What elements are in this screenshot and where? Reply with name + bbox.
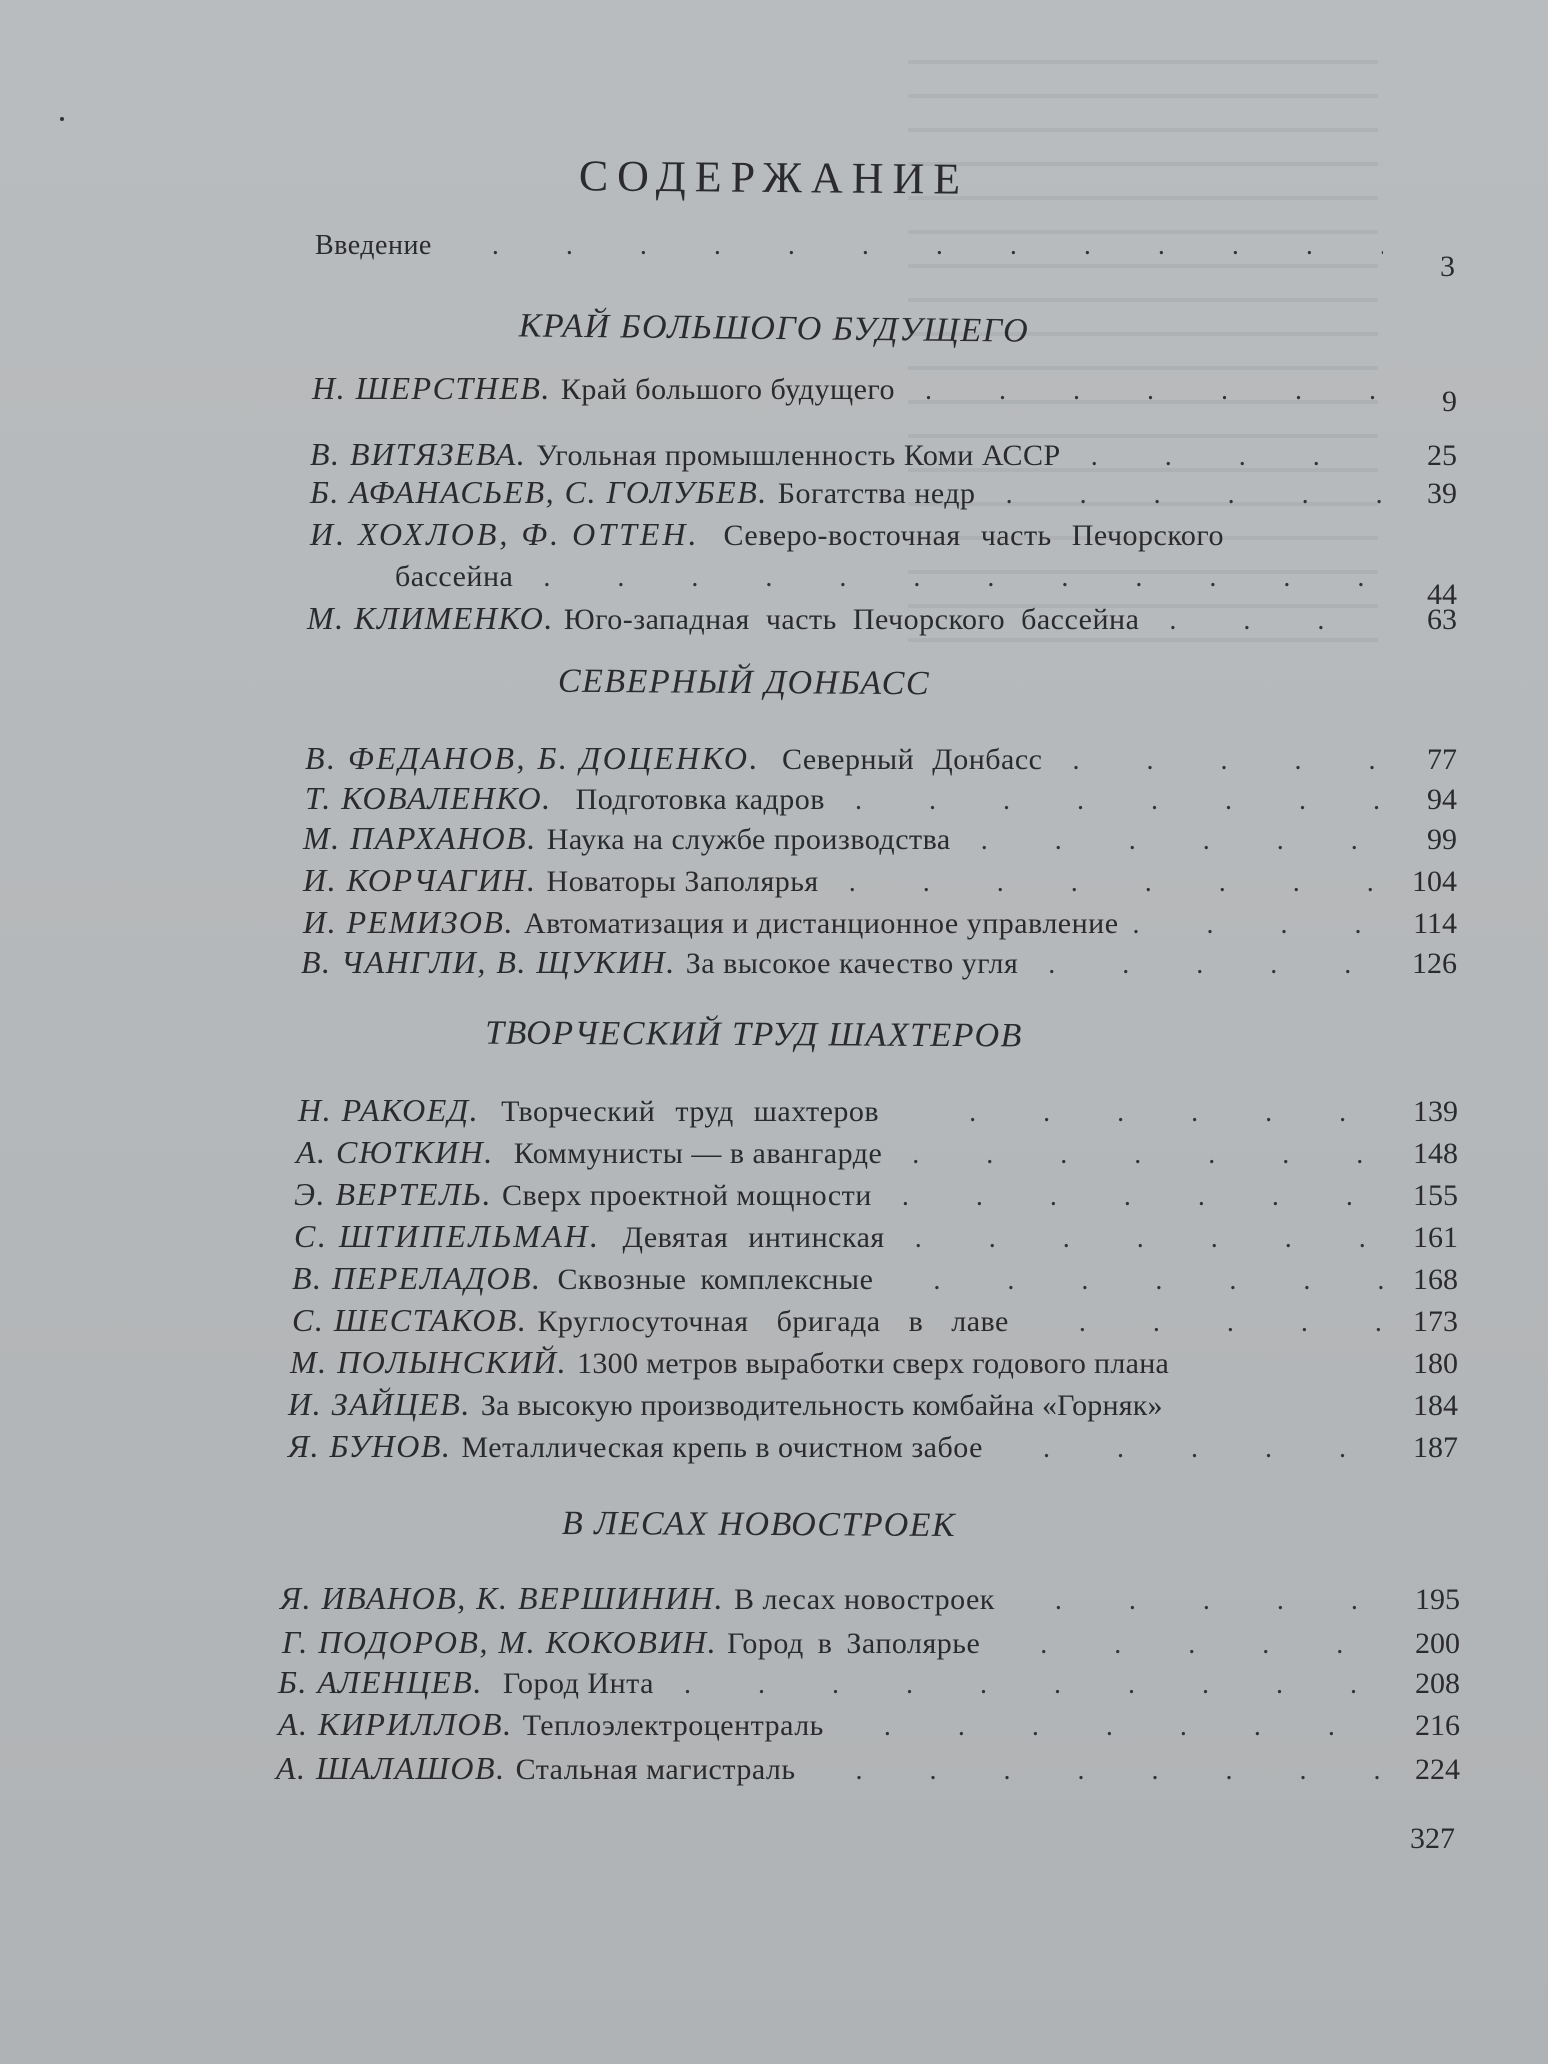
entry-title: Круглосуточная бригада в лаве — [537, 1305, 1009, 1338]
entry-title: Подготовка кадров — [575, 783, 825, 816]
dot-leader — [1169, 605, 1385, 637]
toc-entry — [278, 1706, 1460, 1746]
entry-page: 168 — [1413, 1263, 1458, 1296]
section-heading: КРАЙ БОЛЬШОГО БУДУЩЕГО — [518, 307, 1030, 350]
entry-title: Угольная промышленность Коми АССР — [536, 439, 1061, 472]
entry-title: Теплоэлектроцентраль — [522, 1709, 824, 1742]
entry-page: 63 — [1427, 603, 1457, 636]
entry-author: М. ПАРХАНОВ. — [303, 820, 537, 856]
entry-page: 200 — [1415, 1627, 1460, 1660]
dot-leader — [981, 825, 1385, 857]
dot-leader — [915, 1223, 1386, 1255]
entry-author: А. СЮТКИН. — [296, 1134, 494, 1170]
entry-page: 161 — [1413, 1221, 1458, 1254]
entry-page: 99 — [1427, 823, 1457, 856]
entry-page: 94 — [1427, 783, 1457, 816]
entry-title: Юго-западная часть Печорского бассейна — [563, 603, 1140, 636]
entry-page: 224 — [1415, 1753, 1460, 1786]
entry-page: 104 — [1412, 865, 1457, 898]
entry-title: Город в Заполярье — [727, 1627, 981, 1660]
toc-entry — [310, 474, 1457, 514]
dot-leader — [855, 785, 1385, 817]
entry-page: 155 — [1413, 1179, 1458, 1212]
toc-entry — [292, 1302, 1458, 1342]
toc-entry — [290, 1344, 1458, 1384]
entry-page: 9 — [1442, 385, 1457, 418]
toc-entry — [310, 516, 1460, 556]
dot-leader — [492, 230, 1383, 262]
dot-leader — [884, 1711, 1388, 1743]
dot-leader — [1006, 479, 1385, 511]
entry-author: Н. ШЕРСТНЕВ. — [312, 370, 551, 406]
entry-page: 187 — [1413, 1431, 1458, 1464]
entry-title: Сквозные комплексные — [557, 1263, 874, 1296]
toc-entry — [278, 1664, 1460, 1704]
entry-page: 39 — [1427, 477, 1457, 510]
entry-author: Я. БУНОВ. — [288, 1428, 452, 1464]
entry-page: 195 — [1415, 1583, 1460, 1616]
dot-leader — [684, 1669, 1388, 1701]
intro-page: 3 — [1440, 250, 1455, 283]
entry-author: Э. ВЕРТЕЛЬ. — [294, 1176, 492, 1212]
toc-entry — [303, 862, 1457, 902]
entry-author: С. ШЕСТАКОВ. — [292, 1302, 528, 1338]
dot-leader — [1079, 1307, 1386, 1339]
toc-entry — [307, 600, 1457, 640]
entry-page: 184 — [1413, 1389, 1458, 1422]
entry-page: 44 — [1427, 578, 1457, 611]
toc-entry-continuation — [395, 560, 1457, 611]
entry-author: В. ЧАНГЛИ, В. ЩУКИН. — [301, 944, 676, 980]
toc-entry — [310, 436, 1457, 476]
toc-entry — [294, 1218, 1458, 1258]
toc-entry — [301, 944, 1457, 984]
entry-author: Я. ИВАНОВ, К. ВЕРШИНИН. — [280, 1580, 724, 1616]
page-title: СОДЕРЖАНИЕ — [578, 151, 970, 204]
entry-title: Северо-восточная часть Печорского — [723, 519, 1224, 552]
entry-author: Г. ПОДОРОВ, М. КОКОВИН. — [282, 1624, 718, 1660]
entry-title: За высокое качество угля — [685, 947, 1019, 980]
entry-title: Наука на службе производства — [546, 823, 951, 856]
dot-leader — [912, 1139, 1386, 1171]
dot-leader — [1043, 1433, 1386, 1465]
toc-entry — [292, 1260, 1458, 1300]
dust-speck — [60, 117, 64, 121]
toc-entry — [288, 1386, 1458, 1426]
entry-title: Новаторы Заполярья — [546, 865, 819, 898]
dot-leader — [969, 1097, 1386, 1129]
entry-page: 25 — [1427, 439, 1457, 472]
entry-author: Т. КОВАЛЕНКО. — [305, 780, 552, 816]
entry-author: И. РЕМИЗОВ. — [303, 904, 514, 940]
dot-leader — [925, 375, 1385, 407]
entry-page: 173 — [1413, 1305, 1458, 1338]
toc-entry — [282, 1624, 1460, 1664]
entry-title: 1300 метров выработки сверх годового плана — [577, 1347, 1170, 1380]
entry-page: 126 — [1412, 947, 1457, 980]
toc-entry — [303, 820, 1457, 860]
entry-title: Сверх проектной мощности — [501, 1179, 872, 1212]
entry-title: За высокую производительность комбайна «Горняк» — [480, 1389, 1163, 1422]
dot-leader — [933, 1265, 1386, 1297]
dot-leader — [856, 1755, 1388, 1787]
entry-author: С. ШТИПЕЛЬМАН. — [294, 1218, 601, 1254]
section-heading: В ЛЕСАХ НОВОСТРОЕК — [561, 1504, 957, 1545]
dot-leader — [1072, 745, 1385, 777]
entry-author: И. КОРЧАГИН. — [303, 862, 537, 898]
entry-title: Творческий труд шахтеров — [501, 1095, 880, 1128]
toc-entry — [276, 1750, 1460, 1790]
toc-entry — [298, 1092, 1458, 1132]
entry-page: 148 — [1413, 1137, 1458, 1170]
toc-entry — [296, 1134, 1458, 1174]
toc-entry — [305, 740, 1457, 780]
dot-leader — [1055, 1585, 1388, 1617]
entry-page: 77 — [1427, 743, 1457, 776]
entry-author: М. КЛИМЕНКО. — [307, 600, 554, 636]
toc-entry — [294, 1176, 1458, 1216]
section-heading: ТВОРЧЕСКИЙ ТРУД ШАХТЕРОВ — [485, 1014, 1023, 1055]
entry-author: В. ВИТЯЗЕВА. — [310, 436, 527, 472]
section-heading: СЕВЕРНЫЙ ДОНБАСС — [557, 662, 931, 703]
entry-author: Б. АФАНАСЬЕВ, С. ГОЛУБЕВ. — [310, 474, 768, 510]
entry-title: Девятая интинская — [622, 1221, 885, 1254]
entry-title: Автоматизация и дистанционное управление — [523, 907, 1119, 940]
entry-author: И. ЗАЙЦЕВ. — [288, 1386, 471, 1422]
entry-title: Край большого будущего — [560, 373, 895, 406]
dot-leader — [849, 867, 1385, 899]
entry-page: 114 — [1413, 907, 1457, 940]
toc-entry — [288, 1428, 1458, 1468]
entry-author: Б. АЛЕНЦЕВ. — [278, 1664, 483, 1700]
dot-leader — [1040, 1629, 1388, 1661]
entry-page: 139 — [1413, 1095, 1458, 1128]
entry-author: Н. РАКОЕД. — [298, 1092, 480, 1128]
dot-leader — [543, 562, 1385, 594]
entry-author: И. ХОХЛОВ, Ф. ОТТЕН. — [310, 516, 700, 552]
entry-author: М. ПОЛЫНСКИЙ. — [290, 1344, 568, 1380]
entry-title-continuation: бассейна — [395, 560, 514, 593]
dot-leader — [1091, 441, 1385, 473]
entry-page: 180 — [1413, 1347, 1458, 1380]
toc-intro — [315, 228, 1455, 283]
entry-title: Город Инта — [502, 1667, 654, 1700]
entry-author: А. КИРИЛЛОВ. — [278, 1706, 513, 1742]
toc-entry — [280, 1580, 1460, 1620]
dot-leader — [902, 1181, 1386, 1213]
toc-entry — [303, 904, 1457, 944]
entry-title: Металлическая крепь в очистном забое — [461, 1431, 983, 1464]
page-number: 327 — [1410, 1822, 1455, 1855]
dot-leader — [1133, 909, 1385, 941]
entry-author: В. ПЕРЕЛАДОВ. — [292, 1260, 542, 1296]
entry-title: Богатства недр — [777, 477, 976, 510]
toc-entry — [305, 780, 1457, 820]
intro-label: Введение — [315, 230, 432, 261]
entry-page: 216 — [1415, 1709, 1460, 1742]
entry-title: Стальная магистраль — [515, 1753, 796, 1786]
entry-title: Северный Донбасс — [781, 743, 1043, 776]
dot-leader — [1048, 949, 1385, 981]
entry-author: А. ШАЛАШОВ. — [276, 1750, 506, 1786]
entry-title: В лесах новостроек — [733, 1583, 995, 1616]
entry-page: 208 — [1415, 1667, 1460, 1700]
toc-entry — [312, 370, 1457, 418]
entry-author: В. ФЕДАНОВ, Б. ДОЦЕНКО. — [305, 740, 760, 776]
entry-title: Коммунисты — в авангарде — [513, 1137, 883, 1170]
